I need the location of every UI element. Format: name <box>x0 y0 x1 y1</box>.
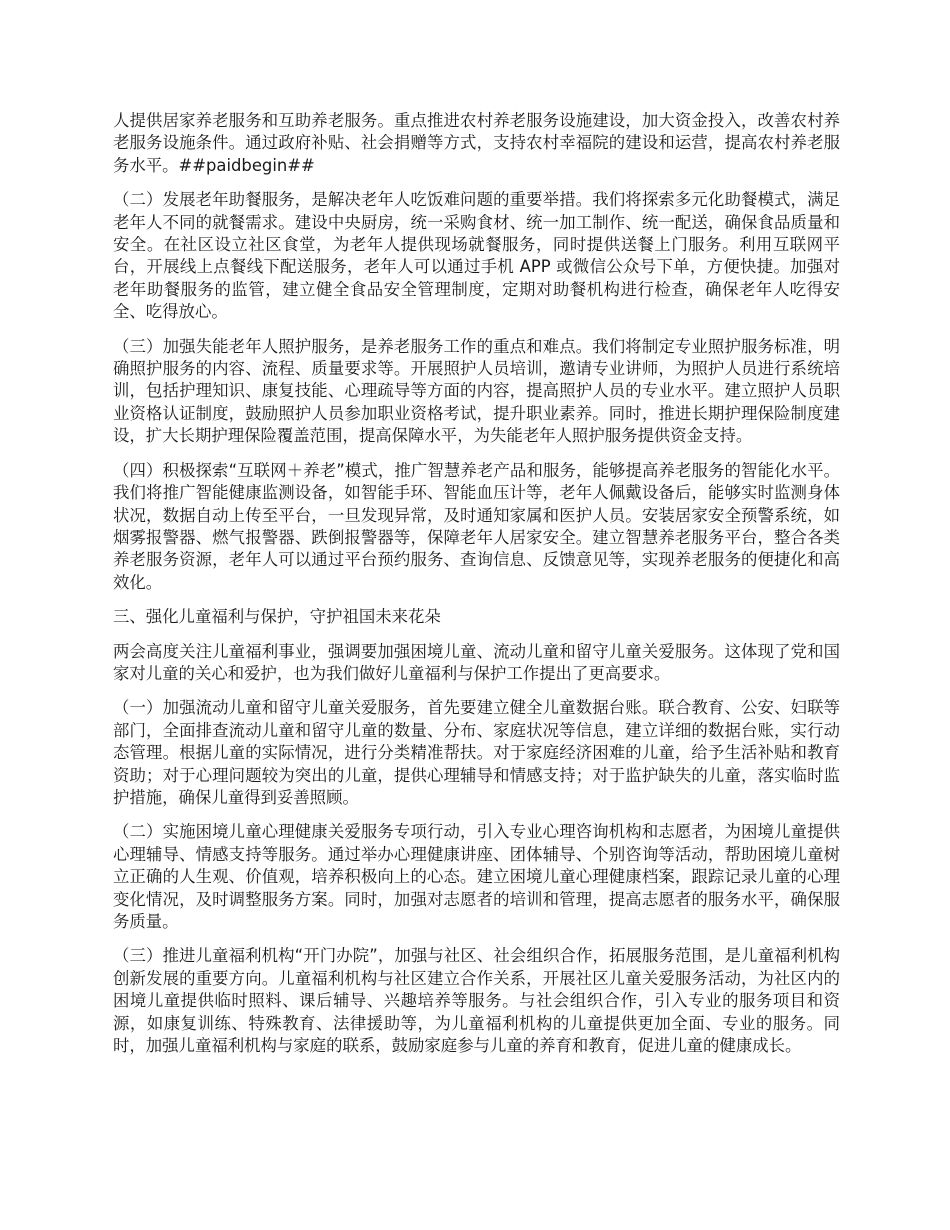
paragraph-smart-elderly-care: （四）积极探索“互联网＋养老”模式，推广智慧养老产品和服务，能够提高养老服务的智能化水平。我们将推广智能健康监测设备，如智能手环、智能血压计等，老年人佩戴设备后，能够实时监测身体状况，数据自动上传至平台，一旦发现异常，及时通知家属和医护人员。安装居家安全预警系统，如烟雾报警器、燃气报警器、跌倒报警器等，保障老年人居家安全。建立智慧养老服务平台，整合各类养老服务资源，老年人可以通过平台预约服务、查询信息、反馈意见等，实现养老服务的便捷化和高效化。 <box>113 460 840 592</box>
paragraph-disabled-elderly-care: （三）加强失能老年人照护服务，是养老服务工作的重点和难点。我们将制定专业照护服务标准，明确照护服务的内容、流程、质量要求等。开展照护人员培训，邀请专业讲师，为照护人员进行系统培训，包括护理知识、康复技能、心理疏导等方面的内容，提高照护人员的专业水平。建立照护人员职业资格认证制度，鼓励照护人员参加职业资格考试，提升职业素养。同时，推进长期护理保险制度建设，扩大长期护理保险覆盖范围，提高保障水平，为失能老年人照护服务提供资金支持。 <box>113 336 840 446</box>
paragraph-open-welfare-institutions: （三）推进儿童福利机构“开门办院”，加强与社区、社会组织合作，拓展服务范围，是儿童福利机构创新发展的重要方向。儿童福利机构与社区建立合作关系，开展社区儿童关爱服务活动，为社区内的困境儿童提供临时照料、课后辅导、兴趣培养等服务。与社会组织合作，引入专业的服务项目和资源，如康复训练、特殊教育、法律援助等，为儿童福利机构的儿童提供更加全面、专业的服务。同时，加强儿童福利机构与家庭的联系，鼓励家庭参与儿童的养育和教育，促进儿童的健康成长。 <box>113 946 840 1056</box>
paragraph-child-welfare-intro: 两会高度关注儿童福利事业，强调要加强困境儿童、流动儿童和留守儿童关爱服务。这体现了党和国家对儿童的关心和爱护，也为我们做好儿童福利与保护工作提出了更高要求。 <box>113 641 840 683</box>
paragraph-child-mental-health: （二）实施困境儿童心理健康关爱服务专项行动，引入专业心理咨询机构和志愿者，为困境儿童提供心理辅导、情感支持等服务。通过举办心理健康讲座、团体辅导、个别咨询等活动，帮助困境儿童树立正确的人生观、价值观，培养积极向上的心态。建立困境儿童心理健康档案，跟踪记录儿童的心理变化情况，及时调整服务方案。同时，加强对志愿者的培训和管理，提高志愿者的服务水平，确保服务质量。 <box>113 822 840 931</box>
paragraph-left-behind-children: （一）加强流动儿童和留守儿童关爱服务，首先要建立健全儿童数据台账。联合教育、公安、妇联等部门，全面排查流动儿童和留守儿童的数量、分布、家庭状况等信息，建立详细的数据台账，实行动态管理。根据儿童的实际情况，进行分类精准帮扶。对于家庭经济困难的儿童，给予生活补贴和教育资助；对于心理问题较为突出的儿童，提供心理辅导和情感支持；对于监护缺失的儿童，落实临时监护措施，确保儿童得到妥善照顾。 <box>113 698 840 807</box>
section-heading-child-welfare: 三、强化儿童福利与保护，守护祖国未来花朵 <box>113 607 441 627</box>
paragraph-meal-assistance: （二）发展老年助餐服务，是解决老年人吃饭难问题的重要举措。我们将探索多元化助餐模式，满足老年人不同的就餐需求。建设中央厨房，统一采购食材、统一加工制作、统一配送，确保食品质量和安全。在社区设立社区食堂，为老年人提供现场就餐服务，同时提供送餐上门服务。利用互联网平台，开展线上点餐线下配送服务，老年人可以通过手机 APP 或微信公众号下单，方便快捷。加强对老年助餐服务的监管，建立健全食品安全管理制度，定期对助餐机构进行检查，确保老年人吃得安全、吃得放心。 <box>113 190 840 322</box>
document-body <box>113 110 840 1069</box>
paragraph-rural-elderly-care: 人提供居家养老服务和互助养老服务。重点推进农村养老服务设施建设，加大资金投入，改善农村养老服务设施条件。通过政府补贴、社会捐赠等方式，支持农村幸福院的建设和运营，提高农村养老服务水平。##paidbegin## <box>113 111 840 175</box>
